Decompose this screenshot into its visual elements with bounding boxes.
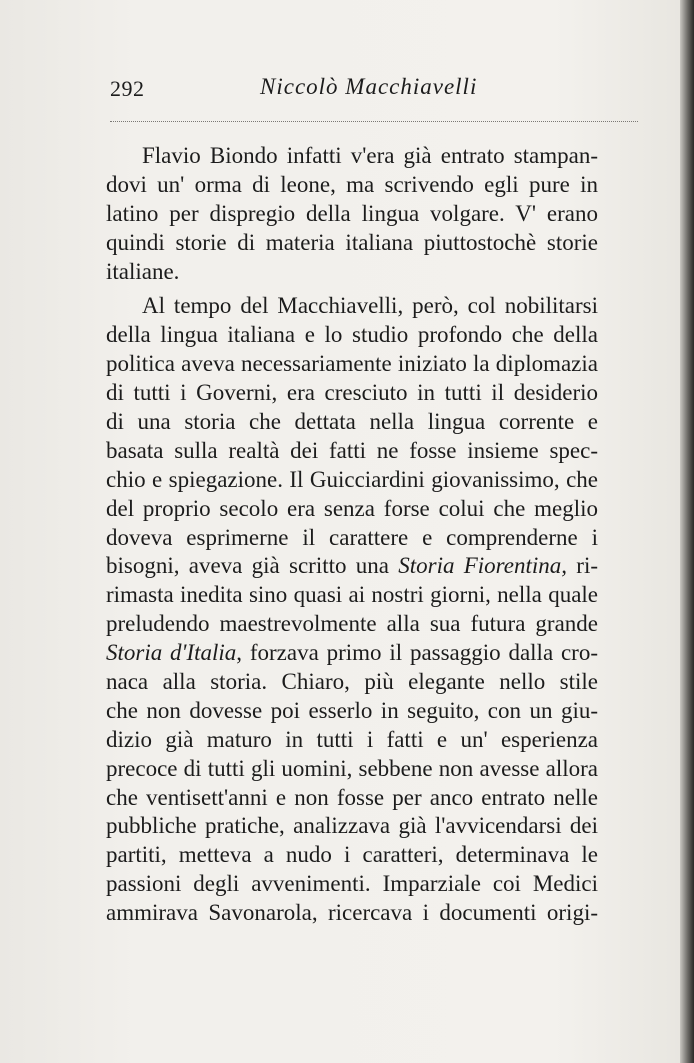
text-line: doveva esprimerne il carattere e comprenderne i xyxy=(106,524,598,550)
text-line: quindi storie di materia italiana piuttostochè storie xyxy=(106,229,598,255)
body-text xyxy=(106,142,598,928)
header-dotted-rule xyxy=(110,121,638,122)
running-title: Niccolò Macchiavelli xyxy=(260,74,478,99)
text-line: politica aveva necessariamente iniziato la diplomazia xyxy=(106,351,598,377)
text-line: rimasta inedita sino quasi ai nostri giorni, nella quale xyxy=(106,582,598,608)
text-line-with-italic xyxy=(106,552,598,581)
text-line: precoce di tutti gli uomini, sebbene non avesse allora xyxy=(106,755,598,781)
text-segment: bisogni, aveva già scritto una xyxy=(106,553,399,579)
text-line: preludendo maestrevolmente alla sua futura grande xyxy=(106,611,598,637)
text-segment: ri- xyxy=(567,553,598,579)
text-line: basata sulla realtà dei fatti ne fosse insieme spec- xyxy=(106,437,598,463)
text-line: latino per dispregio della lingua volgare. V' erano xyxy=(106,200,598,226)
text-line: passioni degli avvenimenti. Imparziale coi Medici xyxy=(106,871,598,897)
text-line-with-italic xyxy=(106,639,598,668)
text-line: di tutti i Governi, era cresciuto in tutti il desiderio xyxy=(106,380,598,406)
italic-title-storia-fiorentina: Storia Fiorentina, xyxy=(398,553,568,579)
page-number: 292 xyxy=(110,76,145,101)
text-line: ammirava Savonarola, ricercava i documenti origi- xyxy=(106,900,598,926)
text-line: Flavio Biondo infatti v'era già entrato stampan- xyxy=(142,143,598,168)
text-line: del proprio secolo era senza forse colui che meglio xyxy=(106,495,598,521)
text-segment: , forzava primo il passaggio dalla cro- xyxy=(236,640,598,666)
text-line: di una storia che dettata nella lingua corrente e xyxy=(106,409,598,435)
text-line: chio e spiegazione. Il Guicciardini giovanissimo, che xyxy=(106,466,598,492)
text-line: pubbliche pratiche, analizzava già l'avvicendarsi dei xyxy=(106,813,598,839)
text-line: partiti, metteva a nudo i caratteri, determinava le xyxy=(106,842,598,868)
text-line: che non dovesse poi esserlo in seguito, con un giu- xyxy=(106,697,598,723)
text-line: dizio già maturo in tutti i fatti e un' esperienza xyxy=(106,726,598,752)
italic-title-storia-italia: Storia d'Italia xyxy=(106,640,237,666)
text-line: che ventisett'anni e non fosse per anco entrato nelle xyxy=(106,784,598,810)
text-line: naca alla storia. Chiaro, più elegante nello stile xyxy=(106,669,598,695)
text-line: Al tempo del Macchiavelli, però, col nobilitarsi xyxy=(142,293,598,319)
text-line: dovi un' orma di leone, ma scrivendo egli pure in xyxy=(106,171,598,197)
text-line: della lingua italiana e lo studio profondo che della xyxy=(106,322,598,348)
page-edge-shadow xyxy=(680,0,694,1063)
running-head xyxy=(110,72,650,106)
text-line: italiane. xyxy=(106,258,180,284)
